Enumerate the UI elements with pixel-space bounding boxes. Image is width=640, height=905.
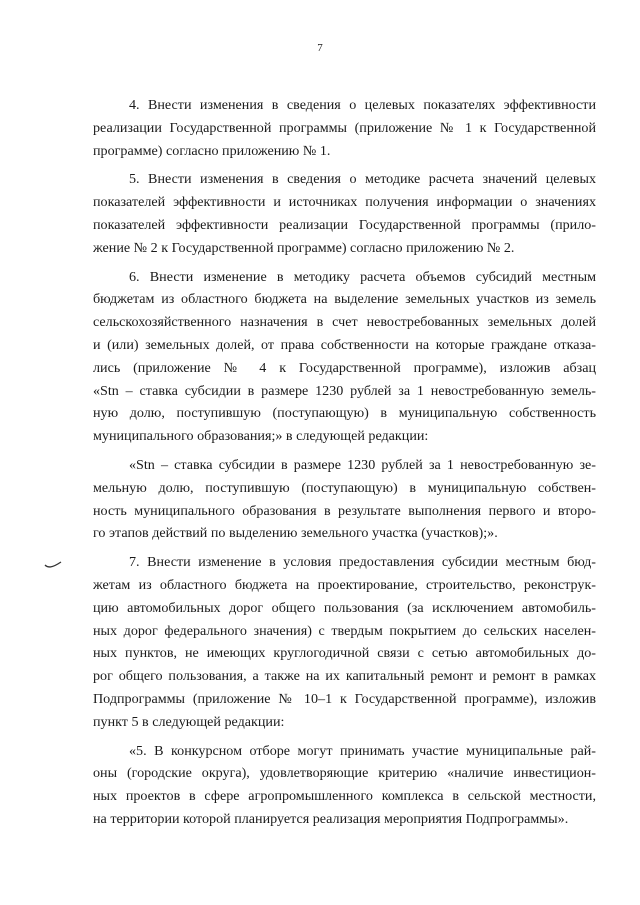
text-line: сельскохозяйственного назначения в счет невостребованных земельных долей [93, 314, 596, 331]
text-line: Подпрограммы (приложение № 10–1 к Государственной программе), изложив [93, 690, 596, 707]
text-line: показателей эффективности и источниках получения информации о значениях [93, 194, 596, 211]
paragraph-7-quote [93, 740, 596, 831]
text-line: ных дорог федерального значения) с твердым покрытием до сельских населен- [93, 622, 596, 639]
text-line: ную долю, поступившую (поступающую) в муниципальную собственность [93, 405, 596, 422]
text-line: показателей эффективности реализации Государственной программы (прило- [93, 216, 596, 233]
text-line: 6. Внести изменение в методику расчета объемов субсидий местным [129, 268, 596, 285]
text-line: мельную долю, поступившую (поступающую) в муниципальную собствен- [93, 479, 596, 496]
text-line: на территории которой планируется реализация мероприятия Подпрограммы». [93, 810, 569, 827]
text-line: ных проектов в сфере агропромышленного комплекса в сельской местности, [93, 788, 596, 805]
text-line: лись (приложение № 4 к Государственной программе), изложив абзац [93, 359, 596, 376]
paragraph-4 [93, 94, 596, 162]
text-line: бюджетам из областного бюджета на выделение земельных участков из земель [93, 291, 596, 308]
margin-check-mark [44, 559, 62, 569]
text-line: го этапов действий по выделению земельного участка (участков);». [93, 525, 498, 542]
text-line: «Stn – ставка субсидии в размере 1230 рублей за 1 невостребованную зе- [129, 456, 596, 473]
text-line: «5. В конкурсном отборе могут принимать участие муниципальные рай- [129, 742, 596, 759]
text-line: ность муниципального образования в результате выполнения первого и второ- [93, 502, 596, 519]
text-line: и (или) земельных долей, от права собственности на которые граждане отказа- [93, 336, 596, 353]
text-line: жение № 2 к Государственной программе) согласно приложению № 2. [93, 239, 515, 256]
text-line: «Stn – ставка субсидии в размере 1230 рублей за 1 невостребованную земель- [93, 382, 596, 399]
text-line: жетам из областного бюджета на проектирование, строительство, реконструк- [93, 576, 596, 593]
text-line: реализации Государственной программы (приложение № 1 к Государственной [93, 119, 596, 136]
paragraph-7 [93, 551, 596, 733]
text-line: 7. Внести изменение в условия предоставления субсидии местным бюд- [129, 554, 596, 571]
text-line: рог общего пользования, а также на их капитальный ремонт и ремонт в рамках [93, 668, 596, 685]
page-number: 7 [317, 42, 323, 54]
document-body [93, 94, 596, 831]
text-line: 4. Внести изменения в сведения о целевых показателях эффективности [129, 97, 596, 113]
text-line: программе) согласно приложению № 1. [93, 142, 331, 159]
paragraph-5 [93, 168, 596, 259]
paragraph-6-quote [93, 454, 596, 545]
text-line: ных пунктов, не имеющих круглогодичной связи с сетью автомобильных до- [93, 645, 596, 662]
paragraph-6 [93, 266, 596, 448]
text-line: оны (городские округа), удовлетворяющие критерию «наличие инвестицион- [93, 765, 596, 782]
text-line: муниципального образования;» в следующей редакции: [93, 428, 429, 445]
text-line: пункт 5 в следующей редакции: [93, 713, 285, 730]
text-line: цию автомобильных дорог общего пользования (за исключением автомобиль- [93, 599, 596, 616]
text-line: 5. Внести изменения в сведения о методике расчета значений целевых [129, 171, 596, 188]
